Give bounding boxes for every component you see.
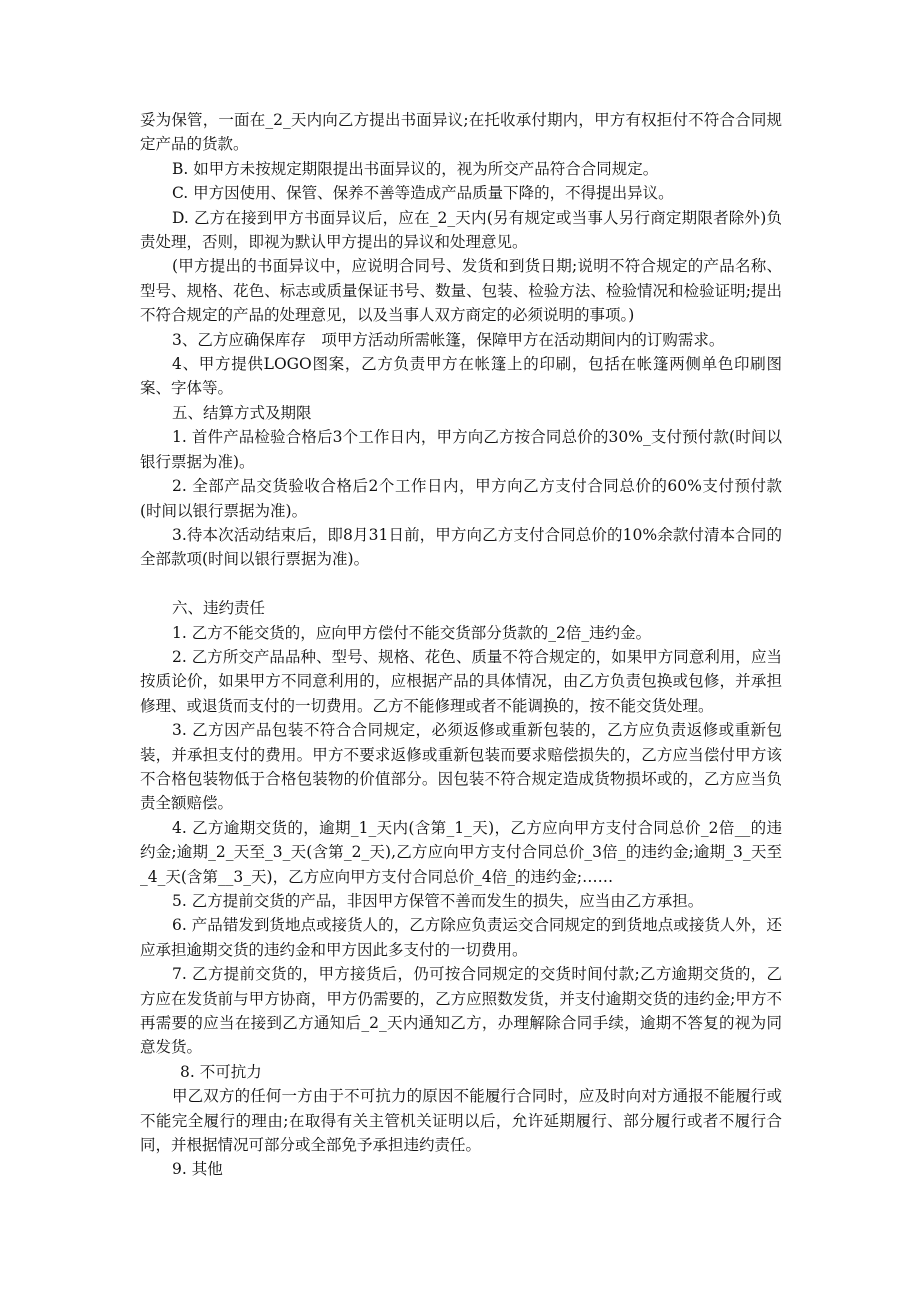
paragraph: 4、甲方提供LOGO图案，乙方负责甲方在帐篷上的印刷，包括在帐篷两侧单色印刷图案、字体等。 <box>140 355 782 398</box>
paragraph: 3.待本次活动结束后，即8月31日前，甲方向乙方支付合同总价的10%余款付清本合同的全部款项(时间以银行票据为准)。 <box>140 525 782 569</box>
paragraph: 1. 首件产品检验合格后3个工作日内，甲方向乙方按合同总价的30%_支付预付款(时间以银行票据为准)。 <box>140 428 782 471</box>
document-body <box>140 108 782 1182</box>
paragraph: 妥为保管，一面在_2_天内向乙方提出书面异议;在托收承付期内，甲方有权拒付不符合合同规定产品的货款。 <box>140 111 782 154</box>
paragraph: (甲方提出的书面异议中，应说明合同号、发货和到货日期;说明不符合规定的产品名称、型号、规格、花色、标志或质量保证书号、数量、包装、检验方法、检验情况和检验证明;提出不符合规定的产品的处理意见，以及当事人双方商定的必须说明的事项。) <box>140 257 782 325</box>
paragraph: 2. 全部产品交货验收合格后2个工作日内，甲方向乙方支付合同总价的60%支付预付款(时间以银行票据为准)。 <box>140 477 782 520</box>
paragraph: 5. 乙方提前交货的产品，非因甲方保管不善而发生的损失，应当由乙方承担。 <box>172 891 704 910</box>
paragraph: 7. 乙方提前交货的，甲方接货后，仍可按合同规定的交货时间付款;乙方逾期交货的，乙方应在发货前与甲方协商，甲方仍需要的，乙方应照数发货，并支付逾期交货的违约金;甲方不再需要的应当在接到乙方通知后_2_天内通知乙方，办理解除合同手续，逾期不答复的视为同意发货。 <box>140 965 782 1057</box>
section-heading: 8. 不可抗力 <box>180 1062 262 1081</box>
paragraph: D. 乙方在接到甲方书面异议后，应在_2_天内(另有规定或当事人另行商定期限者除外)负责处理，否则，即视为默认甲方提出的异议和处理意见。 <box>140 208 782 252</box>
paragraph: 3. 乙方因产品包装不符合合同规定，必须返修或重新包装的，乙方应负责返修或重新包装，并承担支付的费用。甲方不要求返修或重新包装而要求赔偿损失的，乙方应当偿付甲方该不合格包装物低于合格包装物的价值部分。因包装不符合规定造成货物损坏或的，乙方应当负责全额赔偿。 <box>140 721 782 813</box>
paragraph: B. 如甲方未按规定期限提出书面异议的，视为所交产品符合合同规定。 <box>172 159 659 178</box>
paragraph: 3、乙方应确保库存 项甲方活动所需帐篷，保障甲方在活动期间内的订购需求。 <box>172 330 725 349</box>
paragraph: 4. 乙方逾期交货的，逾期_1_天内(含第_1_天)，乙方应向甲方支付合同总价_2倍__的违约金;逾期_2_天至_3_天(含第_2_天),乙方应向甲方支付合同总价_3倍_的违约金;逾期_3_天至_4_天(含第__3_天)，乙方应向甲方支付合同总价_4倍_的违约金;…… <box>140 818 782 886</box>
paragraph: C. 甲方因使用、保管、保养不善等造成产品质量下降的，不得提出异议。 <box>172 184 674 203</box>
section-heading: 五、结算方式及期限 <box>172 403 312 422</box>
section-heading: 9. 其他 <box>172 1160 223 1179</box>
paragraph: 1. 乙方不能交货的，应向甲方偿付不能交货部分货款的_2倍_违约金。 <box>172 623 652 642</box>
blank-line <box>140 572 782 596</box>
section-heading: 六、违约责任 <box>172 599 266 618</box>
paragraph: 2. 乙方所交产品品种、型号、规格、花色、质量不符合规定的，如果甲方同意利用，应当按质论价，如果甲方不同意利用的，应根据产品的具体情况，由乙方负责包换或包修，并承担修理、或退货而支付的一切费用。乙方不能修理或者不能调换的，按不能交货处理。 <box>140 647 782 715</box>
paragraph: 甲乙双方的任何一方由于不可抗力的原因不能履行合同时，应及时向对方通报不能履行或不能完全履行的理由;在取得有关主管机关证明以后，允许延期履行、部分履行或者不履行合同，并根据情况可部分或全部免予承担违约责任。 <box>140 1087 782 1155</box>
paragraph: 6. 产品错发到货地点或接货人的，乙方除应负责运交合同规定的到货地点或接货人外，还应承担逾期交货的违约金和甲方因此多支付的一切费用。 <box>140 916 782 959</box>
